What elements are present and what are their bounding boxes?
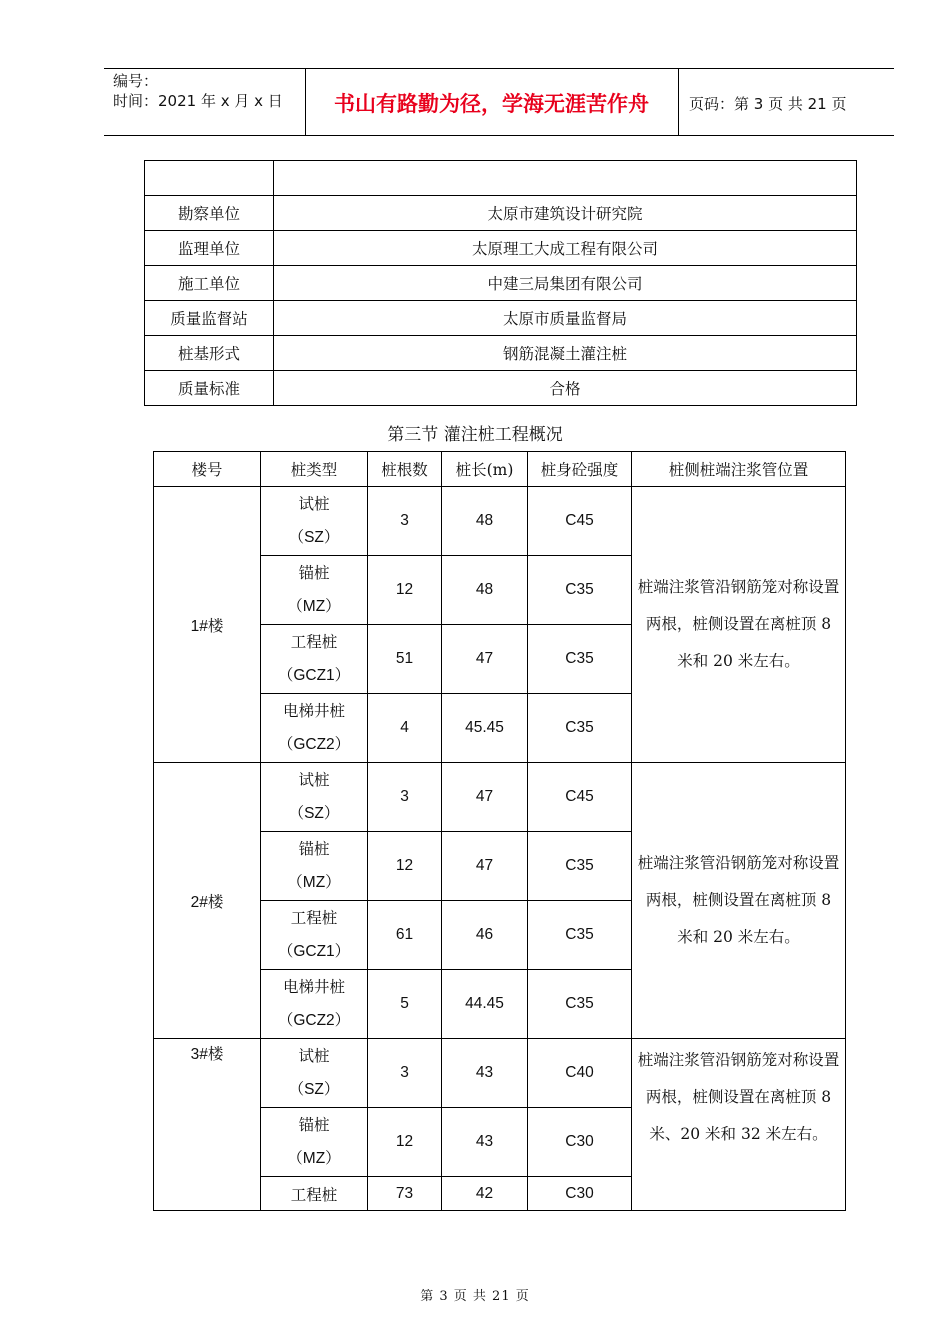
pile-grade: C35 [528,556,632,625]
pile-count: 4 [368,694,442,763]
project-info-table [144,160,857,406]
pile-count: 3 [368,487,442,556]
table-row [154,1039,846,1108]
column-header: 桩类型 [261,452,368,487]
pile-type-cell [261,1039,368,1108]
pile-type: 锚桩 [298,1116,330,1134]
pile-grade: C35 [528,832,632,901]
pile-length: 47 [442,625,528,694]
pile-grade: C35 [528,970,632,1039]
grout-pipe-note: 桩端注浆管沿钢筋笼对称设置两根，桩侧设置在离桩顶 8 米和 20 米左右。 [632,487,846,763]
column-header: 桩侧桩端注浆管位置 [632,452,846,487]
pile-code: （MZ） [287,874,341,891]
pile-count: 3 [368,763,442,832]
building-name: 3#楼 [154,1039,261,1211]
pile-length: 44.45 [442,970,528,1039]
pile-length: 45.45 [442,694,528,763]
pile-grade: C35 [528,694,632,763]
pile-type-cell [261,901,368,970]
pile-type-cell [261,970,368,1039]
pile-type-cell [261,694,368,763]
pile-code: （SZ） [288,1081,340,1098]
column-header: 楼号 [154,452,261,487]
table-row [145,231,857,266]
table-row [145,336,857,371]
pile-length: 43 [442,1108,528,1177]
table-row [154,763,846,832]
building-name: 1#楼 [154,487,261,763]
column-header: 桩根数 [368,452,442,487]
building-name: 2#楼 [154,763,261,1039]
pile-length: 47 [442,832,528,901]
pile-count: 12 [368,556,442,625]
pile-grade: C45 [528,763,632,832]
info-value: 太原市质量监督局 [274,301,857,336]
pile-length: 46 [442,901,528,970]
pile-type: 电梯井桩 [282,978,345,996]
pile-length: 48 [442,487,528,556]
pile-length: 42 [442,1177,528,1211]
pile-count: 12 [368,832,442,901]
pile-type: 试桩 [298,771,330,789]
column-header: 桩身砼强度 [528,452,632,487]
pile-type: 锚桩 [298,564,330,582]
section-title: 第三节 灌注桩工程概况 [387,425,563,445]
pile-count: 5 [368,970,442,1039]
header-bottom-rule [104,135,894,136]
pile-type: 试桩 [298,1047,330,1065]
table-row [154,487,846,556]
pile-type-cell [261,487,368,556]
pile-type: 工程桩 [290,909,338,927]
page-footer: 第 3 页 共 21 页 [420,1289,530,1304]
pile-type-cell [261,763,368,832]
table-header-row [154,452,846,487]
pile-count: 12 [368,1108,442,1177]
grout-pipe-note: 桩端注浆管沿钢筋笼对称设置两根，桩侧设置在离桩顶 8 米和 20 米左右。 [632,763,846,1039]
pile-overview-table [153,451,846,1211]
pile-code: （SZ） [288,805,340,822]
pile-type-cell [261,1108,368,1177]
pile-code: （GCZ2） [277,736,351,753]
info-value [274,161,857,196]
info-value: 中建三局集团有限公司 [274,266,857,301]
pile-type: 试桩 [298,495,330,513]
header-top-rule [104,68,894,69]
info-label [145,161,274,196]
pile-count: 51 [368,625,442,694]
pile-type-cell [261,625,368,694]
info-label: 桩基形式 [145,336,274,371]
pile-type: 电梯井桩 [282,702,345,720]
column-header: 桩长(m) [442,452,528,487]
pile-count: 73 [368,1177,442,1211]
pile-count: 61 [368,901,442,970]
pile-type: 锚桩 [298,840,330,858]
table-row [145,371,857,406]
pile-grade: C45 [528,487,632,556]
pile-length: 43 [442,1039,528,1108]
pile-type-cell [261,1177,368,1211]
pile-length: 47 [442,763,528,832]
pile-length: 48 [442,556,528,625]
pile-code: （GCZ1） [277,667,351,684]
pile-code: （SZ） [288,529,340,546]
header-motto: 书山有路勤为径，学海无涯苦作舟 [334,91,649,116]
pile-grade: C35 [528,625,632,694]
pile-grade: C30 [528,1108,632,1177]
header-page-label: 页码：第 3 页 共 21 页 [689,95,847,113]
table-row [145,301,857,336]
pile-code: （MZ） [287,598,341,615]
table-row [145,266,857,301]
info-label: 质量标准 [145,371,274,406]
pile-code: （GCZ1） [277,943,351,960]
info-value: 钢筋混凝土灌注桩 [274,336,857,371]
pile-code: （MZ） [287,1150,341,1167]
grout-pipe-note: 桩端注浆管沿钢筋笼对称设置两根，桩侧设置在离桩顶 8 米、20 米和 32 米左右。 [632,1039,846,1211]
pile-grade: C30 [528,1177,632,1211]
pile-grade: C40 [528,1039,632,1108]
info-value: 合格 [274,371,857,406]
pile-type-cell [261,556,368,625]
header-code-label: 编号： [113,72,159,90]
pile-type: 工程桩 [290,1185,338,1204]
header-divider-right [678,68,679,135]
info-label: 勘察单位 [145,196,274,231]
pile-type-cell [261,832,368,901]
info-label: 施工单位 [145,266,274,301]
pile-code: （GCZ2） [277,1012,351,1029]
table-row [145,161,857,196]
pile-type: 工程桩 [290,633,338,651]
pile-count: 3 [368,1039,442,1108]
pile-grade: C35 [528,901,632,970]
info-label: 质量监督站 [145,301,274,336]
info-label: 监理单位 [145,231,274,266]
info-value: 太原理工大成工程有限公司 [274,231,857,266]
table-row [145,196,857,231]
info-value: 太原市建筑设计研究院 [274,196,857,231]
header-time-label: 时间：2021 年 x 月 x 日 [113,92,283,110]
